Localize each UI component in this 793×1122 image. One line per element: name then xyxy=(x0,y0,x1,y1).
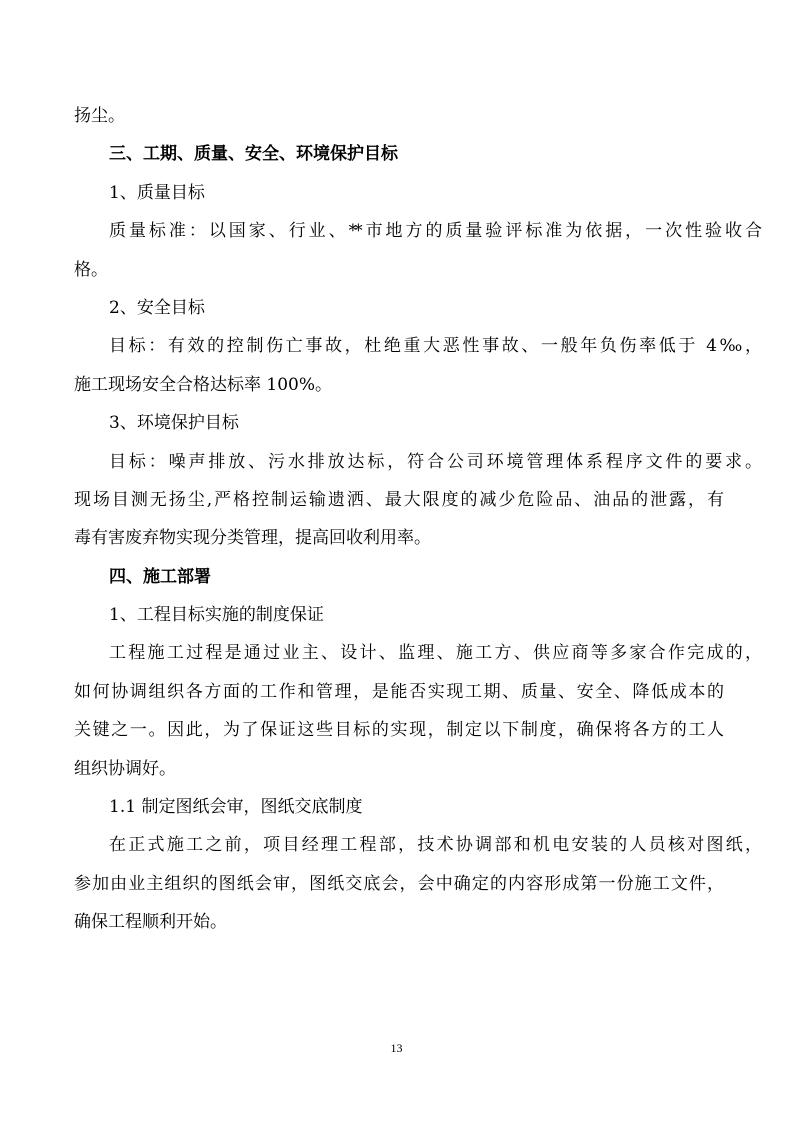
document-body xyxy=(74,97,759,942)
subsection-heading: 2、安全目标 xyxy=(109,297,205,318)
section-heading: 四、施工部署 xyxy=(109,566,211,587)
paragraph-line: 质量标准：以国家、行业、**市地方的质量验评标准为依据，一次性验收合 xyxy=(109,221,759,242)
paragraph-line: 目标：有效的控制伤亡事故，杜绝重大恶性事故、一般年负伤率低于 4‰， xyxy=(109,336,759,357)
subsection-heading: 1.1 制定图纸会审，图纸交底制度 xyxy=(109,797,363,818)
paragraph-line: 在正式施工之前，项目经理工程部，技术协调部和机电安装的人员核对图纸， xyxy=(109,835,759,856)
paragraph-line: 毒有害废弃物实现分类管理，提高回收利用率。 xyxy=(74,528,431,549)
paragraph-line: 格。 xyxy=(74,259,108,280)
paragraph-line: 如何协调组织各方面的工作和管理，是能否实现工期、质量、安全、降低成本的 xyxy=(74,681,724,702)
subsection-heading: 1、工程目标实施的制度保证 xyxy=(109,605,324,626)
paragraph-line: 工程施工过程是通过业主、设计、监理、施工方、供应商等多家合作完成的， xyxy=(109,643,759,664)
paragraph-line: 目标：噪声排放、污水排放达标，符合公司环境管理体系程序文件的要求。 xyxy=(109,451,759,472)
page-number: 13 xyxy=(390,1041,403,1055)
paragraph-line: 施工现场安全合格达标率 100%。 xyxy=(74,374,333,395)
subsection-heading: 1、质量目标 xyxy=(109,182,205,203)
section-heading: 三、工期、质量、安全、环境保护目标 xyxy=(109,144,398,165)
paragraph-line: 参加由业主组织的图纸会审，图纸交底会，会中确定的内容形成第一份施工文件， xyxy=(74,873,724,894)
paragraph-line: 关键之一。因此，为了保证这些目标的实现，制定以下制度，确保将各方的工人 xyxy=(74,720,724,741)
paragraph-line: 扬尘。 xyxy=(74,106,125,126)
subsection-heading: 3、环境保护目标 xyxy=(109,413,239,434)
paragraph-line: 现场目测无扬尘,严格控制运输遗洒、最大限度的减少危险品、油品的泄露，有 xyxy=(74,489,724,510)
paragraph-line: 确保工程顺利开始。 xyxy=(74,912,227,933)
paragraph-line: 组织协调好。 xyxy=(74,758,176,779)
